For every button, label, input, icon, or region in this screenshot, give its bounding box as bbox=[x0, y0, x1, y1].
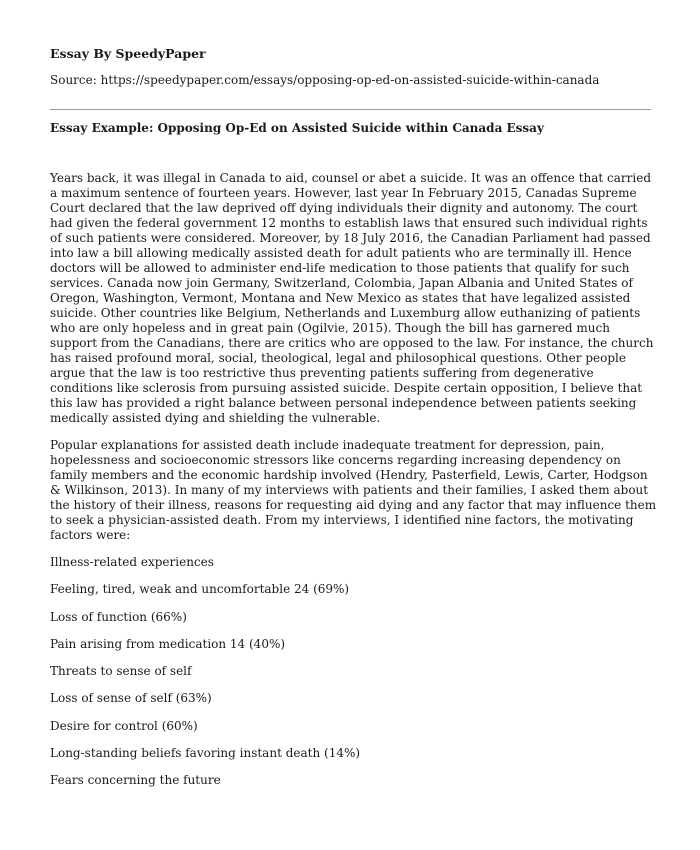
list-item: Loss of function (66%) bbox=[50, 609, 187, 624]
list-item: Threats to sense of self bbox=[50, 664, 192, 679]
list-item: Long-standing beliefs favoring instant death (14%) bbox=[50, 746, 361, 761]
source-line: Source: https://speedypaper.com/essays/opposing-op-ed-on-assisted-suicide-within-canada bbox=[50, 73, 600, 87]
list-item: Desire for control (60%) bbox=[50, 718, 198, 733]
list-item: Fears concerning the future bbox=[50, 773, 221, 788]
paragraph: Popular explanations for assisted death include inadequate treatment for depression, pain, hopelessness and socioeconomic stressors like concerns regarding increasing dependency on family members and the economic hardship involved (Hendry, Pasterfield, Lewis, Carter, Hodgson & Wilkinson, 2013). In many of my interviews with patients and their families, I asked them about the history of their illness, reasons for requesting aid dying and any factor that may influence them to seek a physician-assisted death. From my interviews, I identified nine factors, the motivating factors were: bbox=[50, 438, 657, 542]
list-item: Feeling, tired, weak and uncomfortable 24 (69%) bbox=[50, 582, 350, 597]
paragraph: Years back, it was illegal in Canada to aid, counsel or abet a suicide. It was an offence that carried a maximum sentence of fourteen years. However, last year In February 2015, Canadas Supreme Court declared that the law deprived off dying individuals their dignity and autonomy. The court had given the federal government 12 months to establish laws that ensured such individual rights of such patients were considered. Moreover, by 18 July 2016, the Canadian Parliament had passed into law a bill allowing medically assisted death for adult patients who are terminally ill. Hence doctors will be allowed to administer end-life medication to those patients that qualify for such services. Canada now join Germany, Switzerland, Colombia, Japan Albania and United States of Oregon, Washington, Vermont, Montana and New Mexico as states that have legalized assisted suicide. Other countries like Belgium, Netherlands and Luxemburg allow euthanizing of patients who are only hopeless and in great pain (Ogilvie, 2015). Though the bill has garnered much support from the Canadians, there are critics who are opposed to the law. For instance, the church has raised profound moral, social, theological, legal and philosophical questions. Other people argue that the law is too restrictive thus preventing patients suffering from degenerative conditions like sclerosis from pursuing assisted suicide. Despite certain opposition, I believe that this law has provided a right balance between personal independence between patients seeking medically assisted dying and shielding the vulnerable. bbox=[50, 171, 654, 425]
essay-title: Essay Example: Opposing Op-Ed on Assisted Suicide within Canada Essay bbox=[50, 121, 544, 135]
essay-body bbox=[50, 171, 660, 801]
list-item: Pain arising from medication 14 (40%) bbox=[50, 636, 286, 651]
list-item: Loss of sense of self (63%) bbox=[50, 691, 212, 706]
factor-list bbox=[50, 555, 660, 801]
document-title: Essay By SpeedyPaper bbox=[50, 46, 206, 61]
divider bbox=[50, 109, 651, 110]
list-item: Illness-related experiences bbox=[50, 555, 214, 569]
